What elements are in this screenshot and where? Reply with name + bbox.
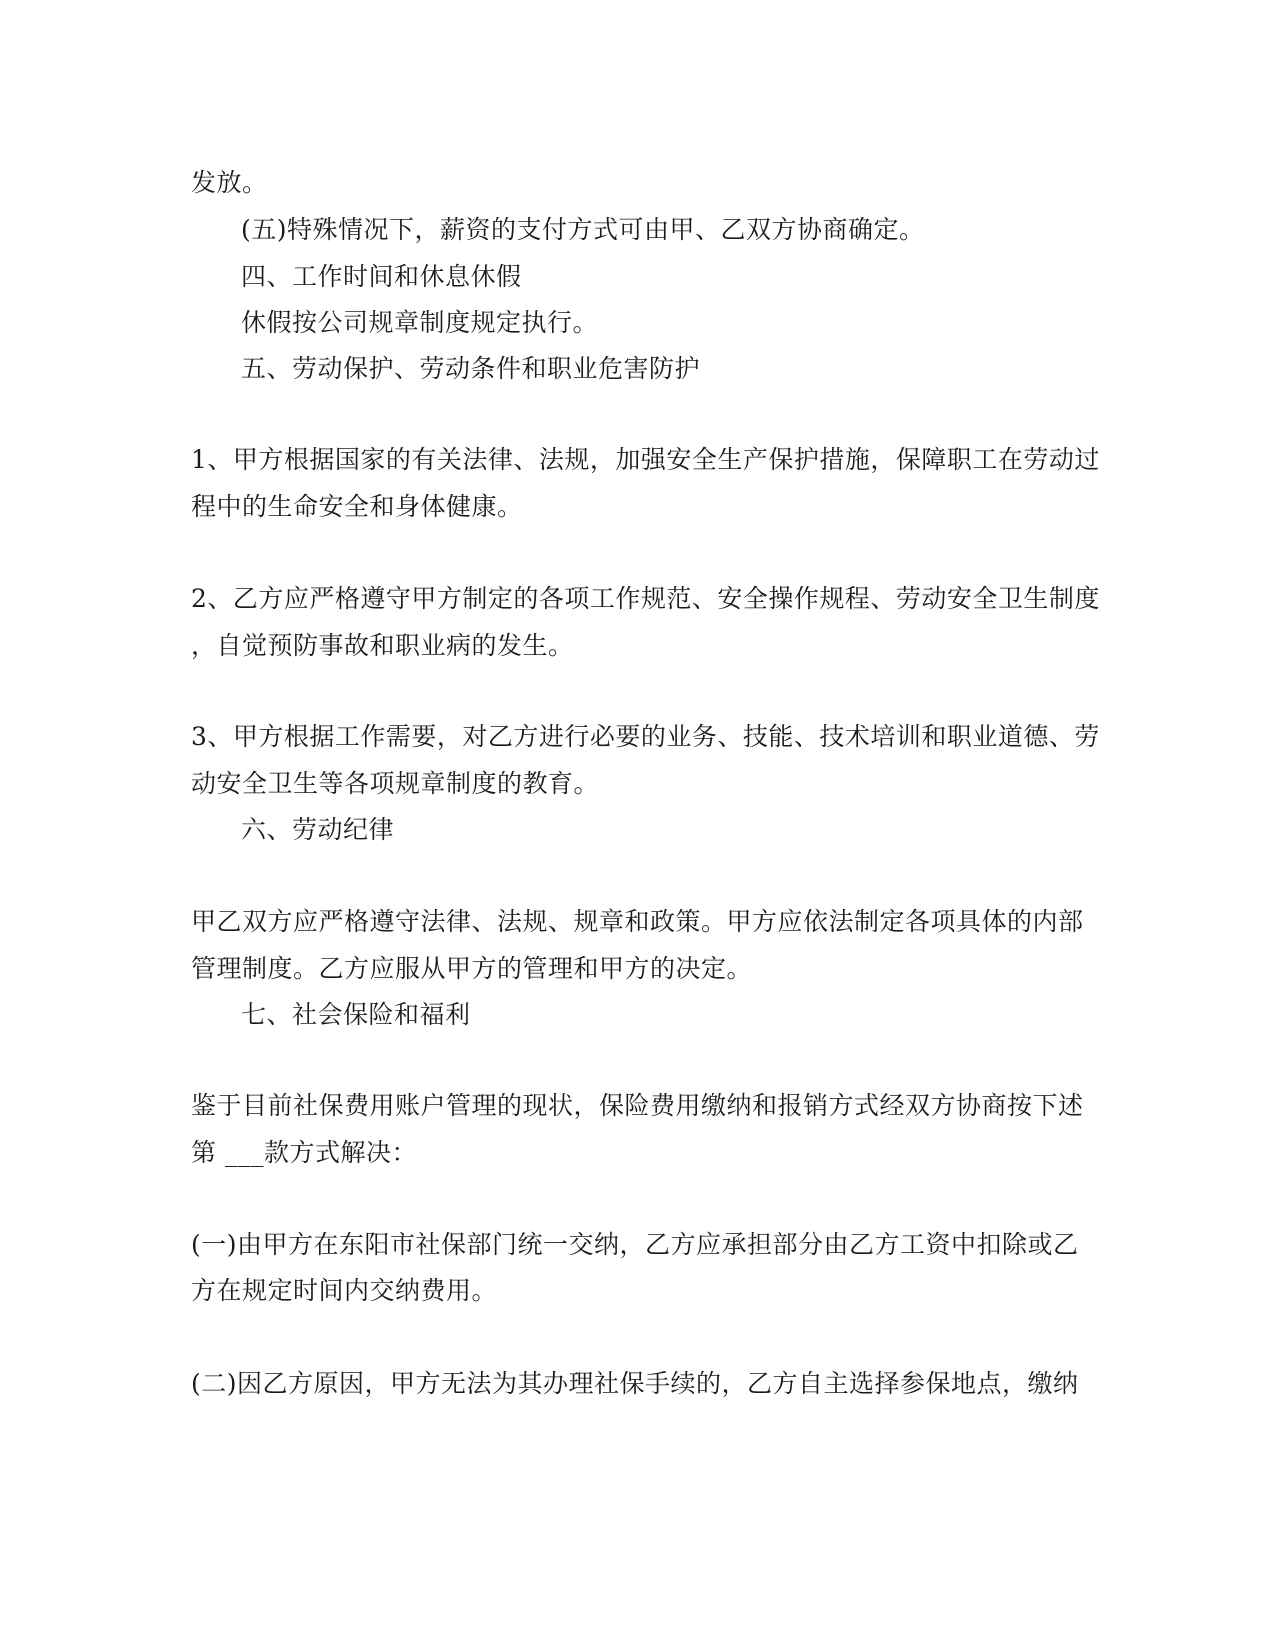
text-line: 方在规定时间内交纳费用。 xyxy=(191,1276,498,1305)
text-line: (二)因乙方原因，甲方无法为其办理社保手续的，乙方自主选择参保地点，缴纳 xyxy=(191,1369,1079,1398)
text-line: 动安全卫生等各项规章制度的教育。 xyxy=(191,769,600,798)
text-line: 程中的生命安全和身体健康。 xyxy=(191,492,523,521)
section-heading: 七、社会保险和福利 xyxy=(241,1000,471,1029)
text-line: 甲乙双方应严格遵守法律、法规、规章和政策。甲方应依法制定各项具体的内部 xyxy=(191,907,1084,936)
section-heading: 四、工作时间和休息休假 xyxy=(241,262,522,291)
text-line: (五)特殊情况下，薪资的支付方式可由甲、乙双方协商确定。 xyxy=(241,215,925,244)
text-line: 发放。 xyxy=(191,168,268,197)
text-line: 鉴于目前社保费用账户管理的现状，保险费用缴纳和报销方式经双方协商按下述 xyxy=(191,1091,1084,1120)
text-line: (一)由甲方在东阳市社保部门统一交纳，乙方应承担部分由乙方工资中扣除或乙 xyxy=(191,1230,1079,1259)
text-line: 管理制度。乙方应服从甲方的管理和甲方的决定。 xyxy=(191,954,753,983)
section-heading: 五、劳动保护、劳动条件和职业危害防护 xyxy=(241,354,701,383)
text-line: ，自觉预防事故和职业病的发生。 xyxy=(191,631,574,660)
text-line: 1、甲方根据国家的有关法律、法规，加强安全生产保护措施，保障职工在劳动过 xyxy=(191,445,1100,474)
text-line: 第 ___款方式解决： xyxy=(191,1138,417,1167)
section-heading: 六、劳动纪律 xyxy=(241,815,395,844)
text-line: 2、乙方应严格遵守甲方制定的各项工作规范、安全操作规程、劳动安全卫生制度 xyxy=(191,584,1100,613)
text-line: 3、甲方根据工作需要，对乙方进行必要的业务、技能、技术培训和职业道德、劳 xyxy=(191,722,1100,751)
text-line: 休假按公司规章制度规定执行。 xyxy=(241,308,599,337)
